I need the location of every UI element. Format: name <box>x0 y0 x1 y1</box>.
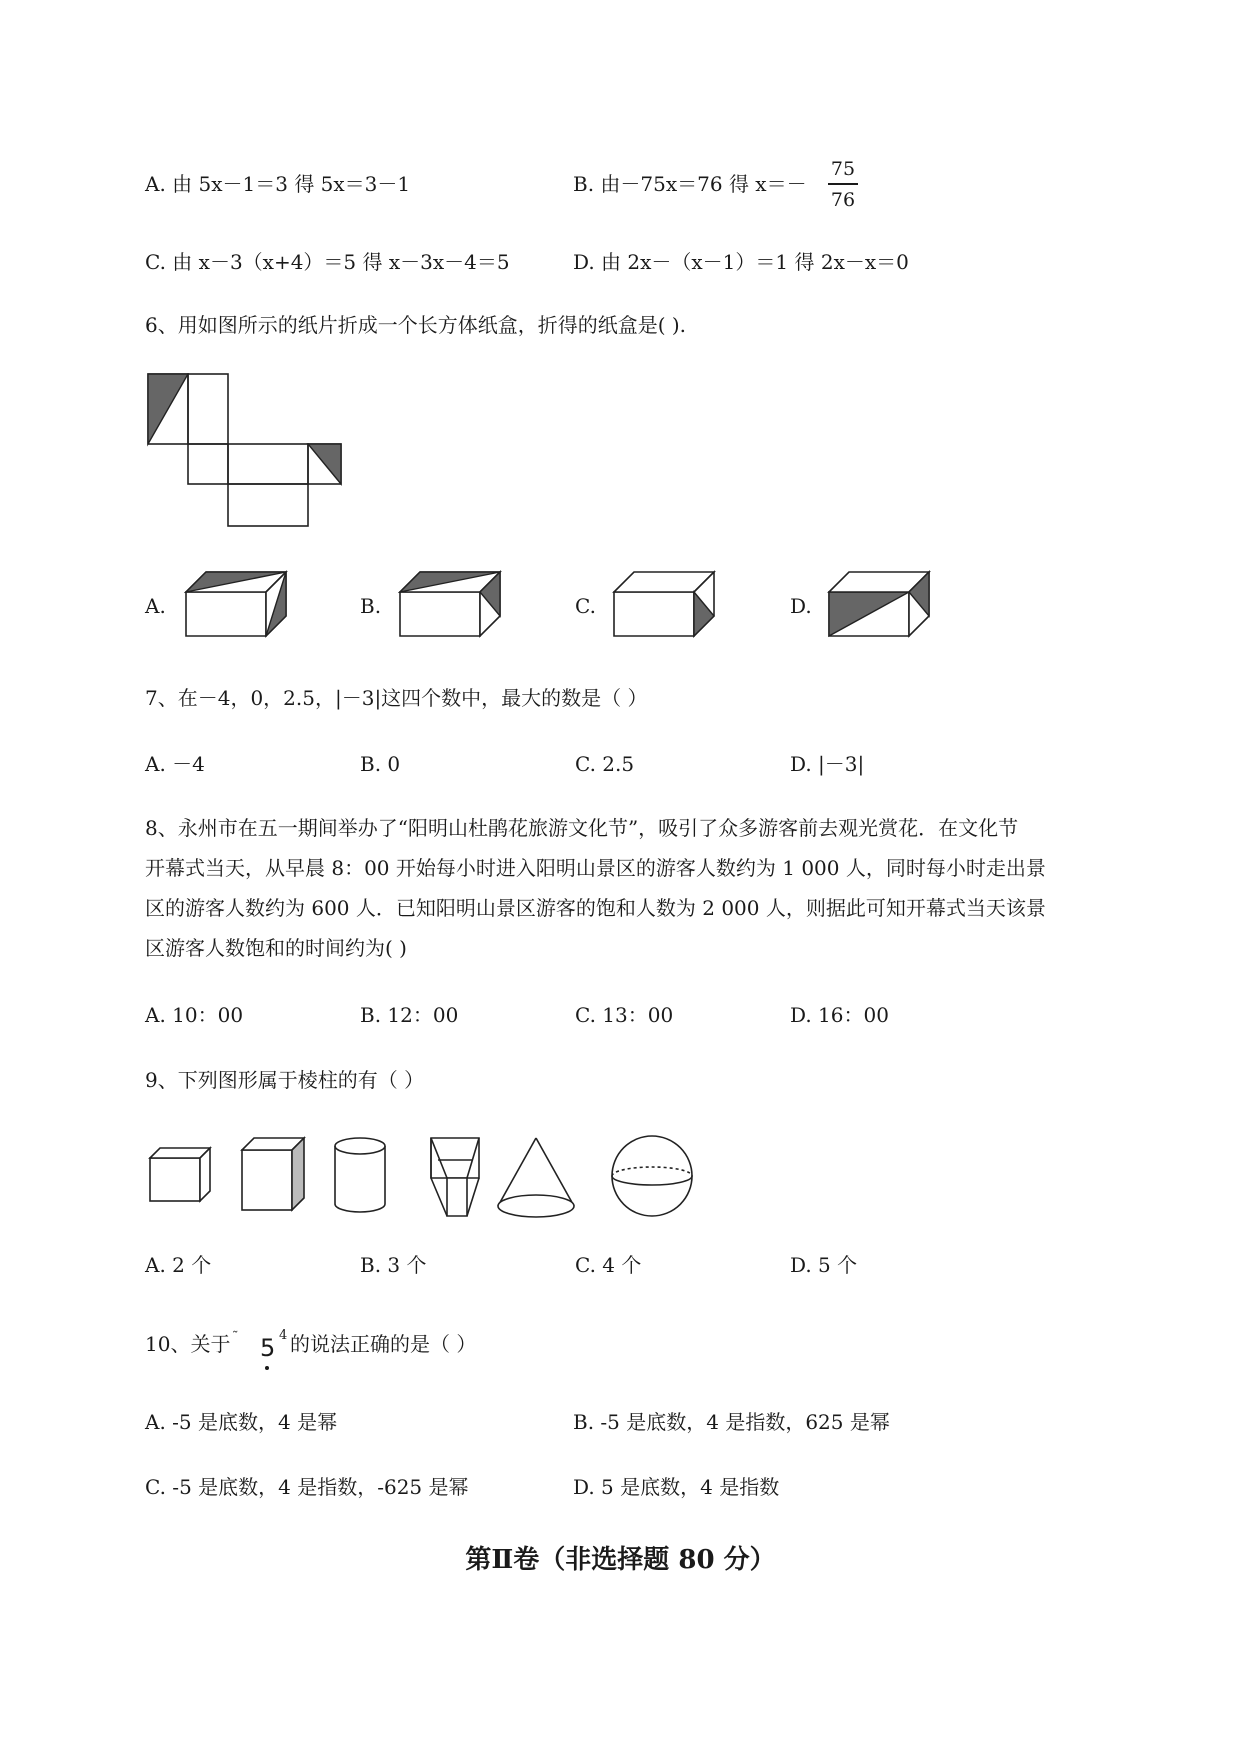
q6-option-a-label: A. <box>145 594 166 618</box>
q5-option-b: B. 由－75x＝76 得 x＝－ <box>573 172 807 196</box>
q5-option-d: D. 由 2x－（x－1）＝1 得 2x－x＝0 <box>573 250 909 274</box>
q5-option-b-denominator: 76 <box>830 189 856 211</box>
q10-base-dot <box>265 1366 269 1370</box>
q9-option-d: D. 5 个 <box>790 1253 858 1277</box>
q9-option-c: C. 4 个 <box>575 1253 642 1277</box>
q8-stem-line-4: 区游客人数饱和的时间约为( ) <box>145 936 407 960</box>
q8-stem-line-3: 区的游客人数约为 600 人．已知阳明山景区游客的饱和人数为 2 000 人，则据此可知开幕式当天该景 <box>145 896 1046 920</box>
q10-option-b: B. -5 是底数，4 是指数，625 是幂 <box>573 1410 890 1434</box>
q5-option-c: C. 由 x－3（x+4）＝5 得 x－3x－4＝5 <box>145 250 510 274</box>
q5-option-b-fraction-bar <box>828 183 858 185</box>
q6-net-figure <box>148 374 342 528</box>
q10-option-c: C. -5 是底数，4 是指数，-625 是幂 <box>145 1475 469 1499</box>
q6-option-a-box <box>184 570 296 638</box>
q10-base: 5 <box>260 1334 276 1362</box>
q9-option-b: B. 3 个 <box>360 1253 427 1277</box>
q7-option-d: D. |－3| <box>790 752 865 776</box>
q8-stem <box>145 808 1155 968</box>
q10-tilde: ˜ <box>232 1330 239 1345</box>
q8-option-a: A. 10：00 <box>145 1003 244 1027</box>
q6-option-d-label: D. <box>790 594 812 618</box>
q10-option-a: A. -5 是底数，4 是幂 <box>145 1410 338 1434</box>
q10-option-d: D. 5 是底数，4 是指数 <box>573 1475 780 1499</box>
q9-stem: 9、下列图形属于棱柱的有（ ） <box>145 1068 425 1092</box>
q10-stem-suffix: 的说法正确的是（ ） <box>290 1332 477 1356</box>
q8-stem-line-2: 开幕式当天，从早晨 8：00 开始每小时进入阳明山景区的游客人数约为 1 000 人，同时每小时走出景 <box>145 856 1046 880</box>
q6-stem: 6、用如图所示的纸片折成一个长方体纸盒，折得的纸盒是( ). <box>145 313 687 337</box>
q9-solids-figure <box>148 1132 698 1228</box>
q6-option-c-box <box>612 570 724 638</box>
q6-option-b-label: B. <box>360 594 382 618</box>
q10-stem-prefix: 10、关于 <box>145 1332 231 1356</box>
q7-stem: 7、在－4，0，2.5，|－3|这四个数中，最大的数是（ ） <box>145 686 648 710</box>
q8-option-d: D. 16：00 <box>790 1003 889 1027</box>
q6-option-d-box <box>827 570 939 638</box>
q5-option-a: A. 由 5x－1＝3 得 5x＝3－1 <box>145 172 411 196</box>
q8-stem-line-1: 8、永州市在五一期间举办了“阳明山杜鹃花旅游文化节”，吸引了众多游客前去观光赏花．在文化节 <box>145 816 1019 840</box>
q7-option-b: B. 0 <box>360 752 401 776</box>
q6-option-c-label: C. <box>575 594 596 618</box>
section-2-title: 第Ⅱ卷（非选择题 80 分） <box>465 1545 776 1575</box>
q6-option-b-box <box>398 570 510 638</box>
q9-option-a: A. 2 个 <box>145 1253 212 1277</box>
q10-exponent: 4 <box>279 1328 288 1343</box>
q8-option-b: B. 12：00 <box>360 1003 459 1027</box>
q7-option-c: C. 2.5 <box>575 752 635 776</box>
q5-option-b-numerator: 75 <box>830 158 856 180</box>
q8-option-c: C. 13：00 <box>575 1003 674 1027</box>
q7-option-a: A. －4 <box>145 752 205 776</box>
